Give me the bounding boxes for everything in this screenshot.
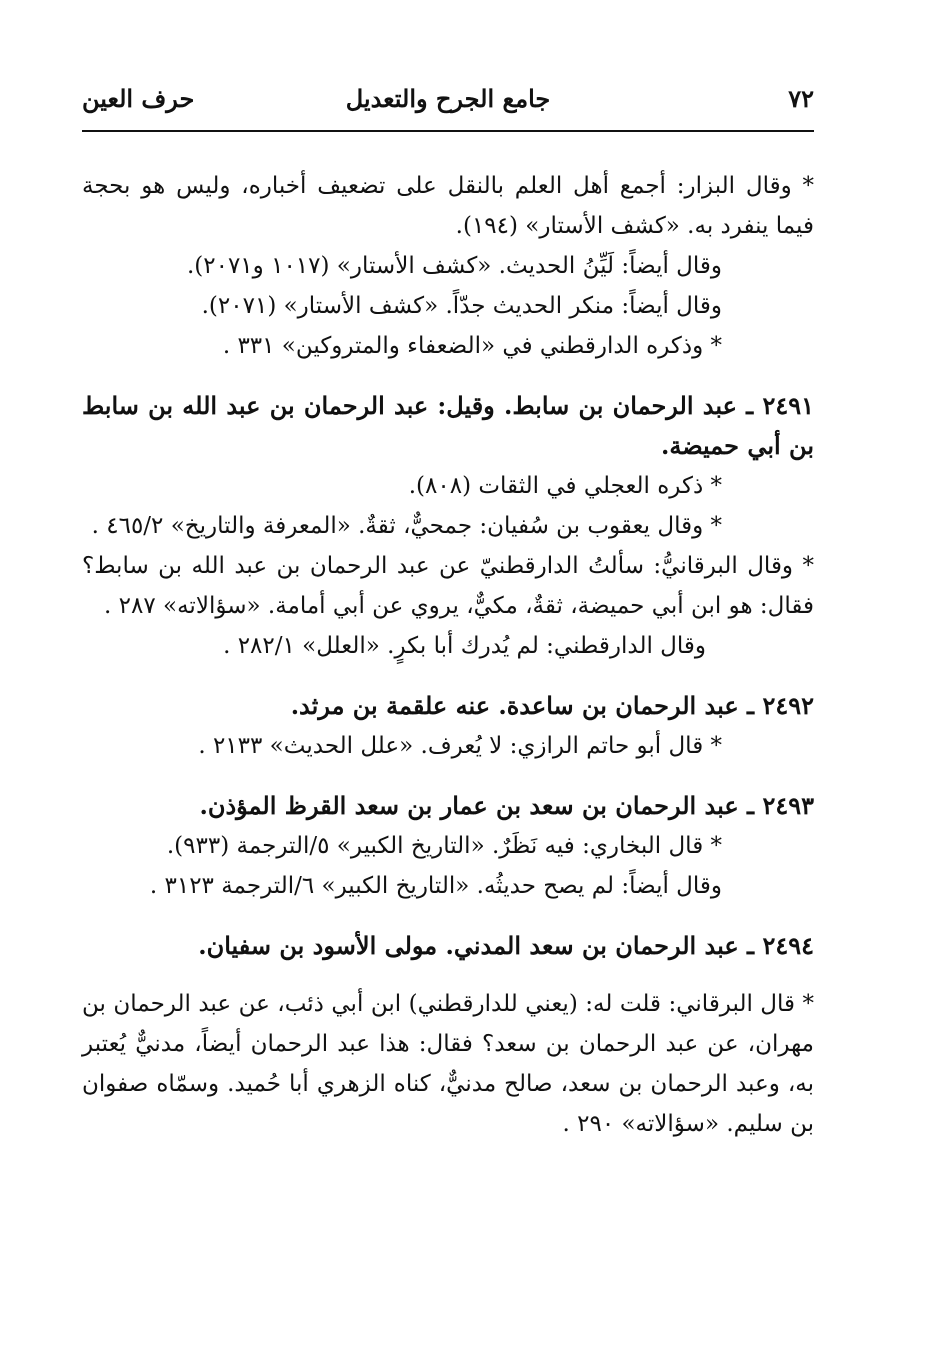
page-number: ٧٢ bbox=[788, 84, 814, 113]
paragraph: وقال الدارقطني: لم يُدرك أبا بكرٍ. «العلل» ٢٨٢/١ . bbox=[223, 633, 706, 659]
paragraph: * وقال البرقانيُّ: سألتُ الدارقطنيّ عن عبد الرحمان بن عبد الله بن سابط؟ فقال: هو ابن أبي حميضة، ثقةٌ، مكيٌّ، يروي عن أبي أمامة. «سؤالاته» ٢٨٧ . bbox=[82, 553, 814, 619]
paragraph: * قال البرقاني: قلت له: (يعني للدارقطني) ابن أبي ذئب، عن عبد الرحمان بن مهران، عن عبد الرحمان بن سعد؟ فقال: هذا عبد الرحمان أيضاً، مدنيٌّ يُعتبر به، وعبد الرحمان بن سعد، صالح مدنيٌّ، كناه الزهري أبا حُميد. وسمّاه صفوان بن سليم. «سؤالاته» ٢٩٠ . bbox=[82, 991, 814, 1137]
paragraph: وقال أيضاً: لم يصح حديثُه. «التاريخ الكبير» ٦/الترجمة ٣١٢٣ . bbox=[149, 873, 722, 899]
section-title: حرف العين bbox=[82, 84, 195, 113]
paragraph: * وقال البزار: أجمع أهل العلم بالنقل على تضعيف أخباره، وليس هو بحجة فيما ينفرد به. «كشف الأستار» (١٩٤). bbox=[82, 173, 814, 239]
entry-heading: ٢٤٩٢ ـ عبد الرحمان بن ساعدة. عنه علقمة بن مرثد. bbox=[290, 691, 814, 720]
paragraph: وقال أيضاً: منكر الحديث جدّاً. «كشف الأستار» (٢٠٧١). bbox=[201, 293, 722, 319]
paragraph: * وذكره الدارقطني في «الضعفاء والمتروكين» ٣٣١ . bbox=[222, 333, 722, 359]
entry-heading: ٢٤٩٤ ـ عبد الرحمان بن سعد المدني. مولى الأسود بن سفيان. bbox=[198, 931, 814, 960]
paragraph: * قال أبو حاتم الرازي: لا يُعرف. «علل الحديث» ٢١٣٣ . bbox=[198, 733, 722, 759]
page-body bbox=[82, 166, 814, 1144]
header-rule bbox=[82, 130, 814, 132]
entry-heading: ٢٤٩٣ ـ عبد الرحمان بن سعد بن عمار بن سعد القرظ المؤذن. bbox=[199, 791, 814, 820]
running-header bbox=[82, 84, 814, 124]
book-title: جامع الجرح والتعديل bbox=[345, 84, 551, 113]
entry-heading: ٢٤٩١ ـ عبد الرحمان بن سابط. وقيل: عبد الرحمان بن عبد الله بن سابط بن أبي حميضة. bbox=[82, 391, 814, 460]
paragraph: وقال أيضاً: لَيِّنُ الحديث. «كشف الأستار» (١٠١٧ و٢٠٧١). bbox=[186, 253, 722, 279]
paragraph: * قال البخاري: فيه نَظَرٌ. «التاريخ الكبير» ٥/الترجمة (٩٣٣). bbox=[166, 833, 722, 859]
paragraph: * وقال يعقوب بن سُفيان: جمحيٌّ، ثقةٌ. «المعرفة والتاريخ» ٤٦٥/٢ . bbox=[91, 513, 722, 539]
paragraph: * ذكره العجلي في الثقات (٨٠٨). bbox=[408, 473, 722, 499]
